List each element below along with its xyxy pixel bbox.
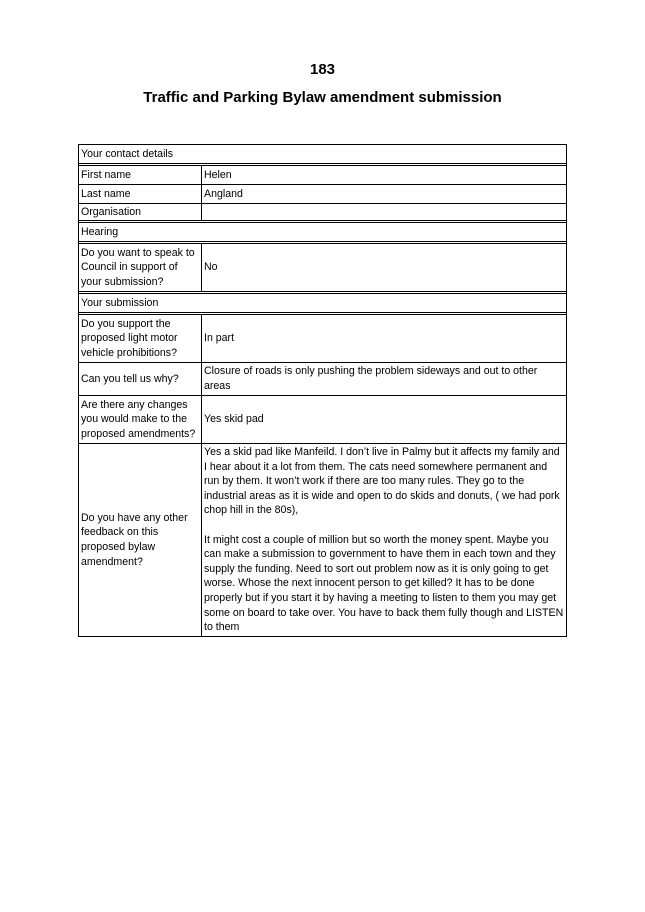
support-value: In part	[204, 332, 235, 345]
last-name-label: Last name	[79, 185, 202, 203]
first-name-label: First name	[79, 166, 202, 184]
support-row	[79, 315, 566, 363]
hearing-section-header	[79, 223, 566, 244]
speak-label: Do you want to speak to Council in support of your submission?	[79, 244, 202, 291]
last-name-row	[79, 185, 566, 204]
changes-value: Yes skid pad	[204, 413, 264, 426]
feedback-paragraph: Yes a skid pad like Manfeild. I don’t live in Palmy but it affects my family and I hear about it a lot from them. The cats need somewhere permanent and run by them. It won’t work if there are too many rules. They go to the industrial areas as it is wide and open to do skids and donuts, ( we had pork chop hill in the 80s),	[204, 446, 560, 517]
hearing-section-label: Hearing	[81, 225, 119, 238]
speak-row	[79, 244, 566, 294]
first-name-row	[79, 166, 566, 185]
document-title: Traffic and Parking Bylaw amendment submission	[143, 89, 502, 106]
why-row	[79, 363, 566, 396]
why-value: Closure of roads is only pushing the problem sideways and out to other areas	[204, 365, 538, 392]
submission-form	[78, 144, 567, 637]
last-name-value: Angland	[204, 187, 243, 200]
feedback-value	[202, 444, 566, 636]
submission-section-label: Your submission	[81, 296, 159, 309]
changes-label: Are there any changes you would make to the proposed amendments?	[79, 396, 202, 443]
feedback-paragraph: It might cost a couple of million but so worth the money spent. Maybe you can make a submission to government to have them in each town and they supply the funding. Need to sort out problem now as it is only going to get worse. Whose the next innocent person to get killed? It has to be done properly but if you start it by having a meeting to listen to them you may get some on board to take over. You have to back them fully though and LISTEN to them	[204, 533, 564, 634]
contact-section-label: Your contact details	[81, 147, 174, 160]
speak-value: No	[204, 261, 218, 274]
organisation-label: Organisation	[79, 204, 202, 220]
organisation-row	[79, 204, 566, 223]
why-label: Can you tell us why?	[79, 363, 202, 395]
contact-section-header	[79, 145, 566, 166]
feedback-row	[79, 444, 566, 636]
organisation-value	[202, 204, 566, 220]
submission-section-header	[79, 294, 566, 315]
changes-row	[79, 396, 566, 444]
feedback-label: Do you have any other feedback on this proposed bylaw amendment?	[79, 444, 202, 636]
first-name-value: Helen	[204, 168, 232, 181]
page-number: 183	[309, 61, 336, 78]
support-label: Do you support the proposed light motor vehicle prohibitions?	[79, 315, 202, 362]
